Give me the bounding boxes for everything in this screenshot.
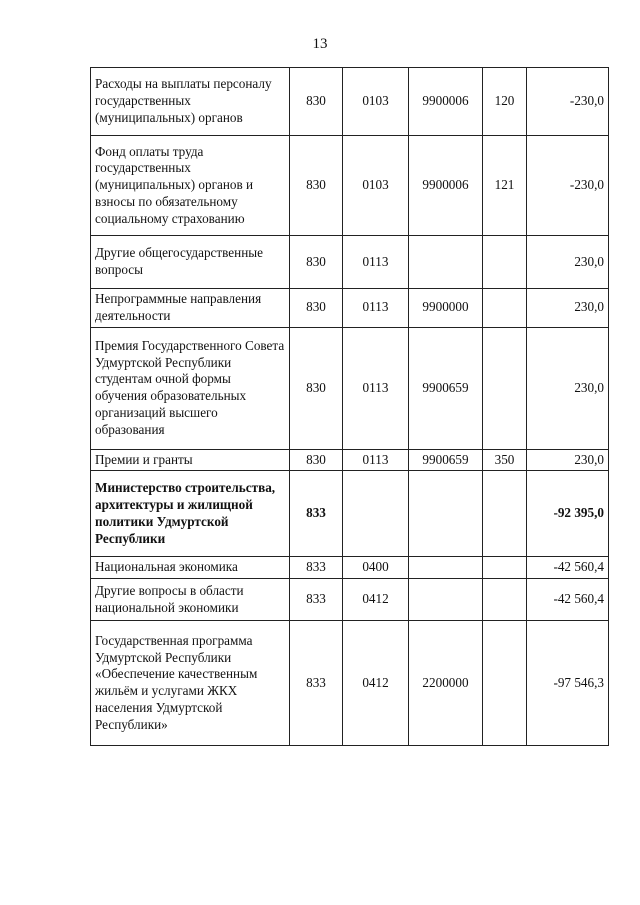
row-sum: -230,0 — [527, 68, 609, 136]
row-rz: 0113 — [343, 289, 409, 328]
table-row — [91, 236, 609, 289]
table-row — [91, 68, 609, 136]
row-vr — [483, 471, 527, 557]
table-row — [91, 289, 609, 328]
row-ved: 830 — [290, 449, 343, 471]
row-vr — [483, 327, 527, 449]
table-row — [91, 579, 609, 621]
row-csr — [409, 579, 483, 621]
row-ved: 833 — [290, 557, 343, 579]
table-row — [91, 136, 609, 236]
row-csr: 9900000 — [409, 289, 483, 328]
row-ved: 830 — [290, 236, 343, 289]
row-ved: 833 — [290, 621, 343, 746]
row-rz: 0113 — [343, 236, 409, 289]
row-csr: 2200000 — [409, 621, 483, 746]
table-row — [91, 327, 609, 449]
row-name: Другие общегосударственные вопросы — [91, 236, 290, 289]
row-sum: 230,0 — [527, 449, 609, 471]
table-row — [91, 471, 609, 557]
budget-table — [90, 67, 609, 746]
row-vr — [483, 621, 527, 746]
row-rz: 0113 — [343, 327, 409, 449]
row-name: Другие вопросы в области национальной экономики — [91, 579, 290, 621]
row-name: Государственная программа Удмуртской Республики «Обеспечение качественным жильём и услугами ЖКХ населения Удмуртской Республики» — [91, 621, 290, 746]
row-sum: -92 395,0 — [527, 471, 609, 557]
row-sum: -42 560,4 — [527, 579, 609, 621]
row-sum: -42 560,4 — [527, 557, 609, 579]
row-sum: 230,0 — [527, 236, 609, 289]
table-row — [91, 557, 609, 579]
row-ved: 833 — [290, 471, 343, 557]
row-rz: 0412 — [343, 579, 409, 621]
table-row — [91, 621, 609, 746]
row-name: Премия Государственного Совета Удмуртской Республики студентам очной формы обучения образовательных организаций высшего образования — [91, 327, 290, 449]
row-ved: 833 — [290, 579, 343, 621]
row-rz: 0412 — [343, 621, 409, 746]
row-name: Расходы на выплаты персоналу государственных (муниципальных) органов — [91, 68, 290, 136]
row-ved: 830 — [290, 327, 343, 449]
row-sum: 230,0 — [527, 327, 609, 449]
row-name: Непрограммные направления деятельности — [91, 289, 290, 328]
row-csr — [409, 557, 483, 579]
row-name: Национальная экономика — [91, 557, 290, 579]
row-csr: 9900006 — [409, 136, 483, 236]
row-sum: -230,0 — [527, 136, 609, 236]
row-csr: 9900659 — [409, 327, 483, 449]
page-number: 13 — [312, 36, 328, 52]
row-vr — [483, 236, 527, 289]
row-ved: 830 — [290, 68, 343, 136]
row-name: Фонд оплаты труда государственных (муниципальных) органов и взносы по обязательному социальному страхованию — [91, 136, 290, 236]
row-name: Министерство строительства, архитектуры и жилищной политики Удмуртской Республики — [91, 471, 290, 557]
row-csr: 9900006 — [409, 68, 483, 136]
row-vr — [483, 289, 527, 328]
row-rz: 0113 — [343, 449, 409, 471]
row-ved: 830 — [290, 136, 343, 236]
row-rz — [343, 471, 409, 557]
row-csr — [409, 471, 483, 557]
row-vr — [483, 579, 527, 621]
row-vr — [483, 557, 527, 579]
row-vr: 121 — [483, 136, 527, 236]
row-vr: 120 — [483, 68, 527, 136]
row-sum: -97 546,3 — [527, 621, 609, 746]
row-ved: 830 — [290, 289, 343, 328]
row-rz: 0103 — [343, 68, 409, 136]
row-sum: 230,0 — [527, 289, 609, 328]
row-rz: 0400 — [343, 557, 409, 579]
row-csr — [409, 236, 483, 289]
row-vr: 350 — [483, 449, 527, 471]
row-name: Премии и гранты — [91, 449, 290, 471]
row-csr: 9900659 — [409, 449, 483, 471]
row-rz: 0103 — [343, 136, 409, 236]
table-row — [91, 449, 609, 471]
